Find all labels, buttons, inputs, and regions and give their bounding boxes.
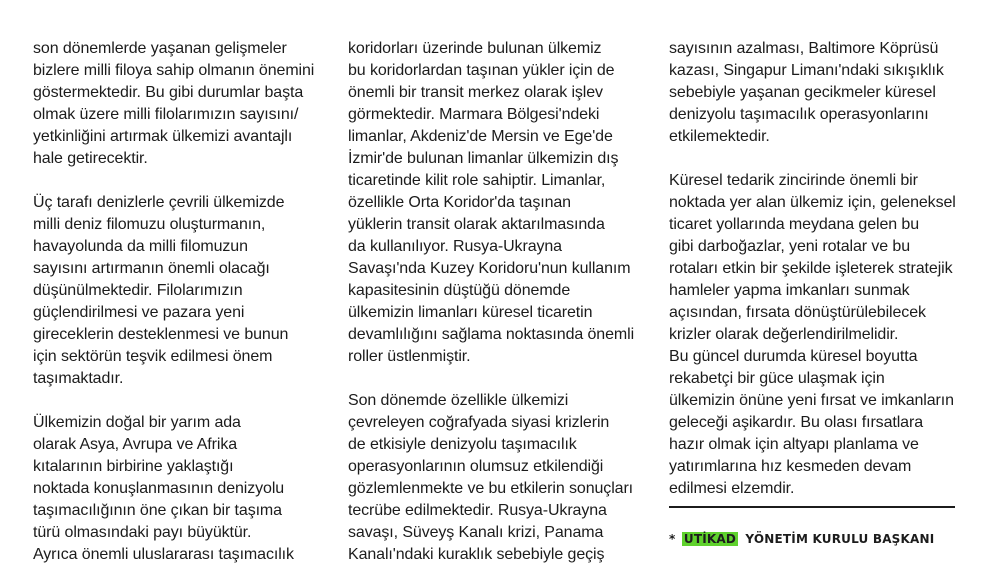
text-line: devamlılığını sağlama noktasında önemli [348, 326, 635, 343]
text-line: ülkemizin önüne yeni fırsat ve imkanların [669, 392, 954, 409]
article-column-3 [669, 38, 961, 522]
text-line: Ayrıca önemli uluslararası taşımacılık [33, 546, 294, 563]
text-line: önemli bir transit merkez olarak işlev [348, 84, 603, 101]
text-line: Savaşı'nda Kuzey Koridoru'nun kullanım [348, 260, 631, 277]
text-line: rekabetçi bir güce ulaşmak için [669, 370, 885, 387]
text-line: limanlar, Akdeniz'de Mersin ve Ege'de [348, 128, 613, 145]
paragraph [669, 170, 961, 346]
text-line: bu koridorlardan taşınan yükler için de [348, 62, 615, 79]
text-line: roller üstlenmiştir. [348, 348, 471, 365]
text-line: kazası, Singapur Limanı'ndaki sıkışıklık [669, 62, 944, 79]
paragraph [33, 412, 328, 566]
author-title: YÖNETİM KURULU BAŞKANI [745, 532, 935, 546]
footnote-divider [669, 506, 955, 508]
text-line: denizyolu taşımacılık operasyonlarını [669, 106, 929, 123]
text-line: operasyonlarının olumsuz etkilendiği [348, 458, 604, 475]
text-line: geleceği aşikardır. Bu olası fırsatlara [669, 414, 924, 431]
text-line: Son dönemde özellikle ülkemizi [348, 392, 569, 409]
text-line: ülkemizin limanları küresel ticaretin [348, 304, 593, 321]
article-column-1 [33, 38, 328, 588]
text-line: krizler olarak değerlendirilmelidir. [669, 326, 899, 343]
text-line: bizlere milli filoya sahip olmanın önemini [33, 62, 315, 79]
text-line: yetkinliğini artırmak ülkemizi avantajlı [33, 128, 293, 145]
text-line: havayolunda da milli filomuzun [33, 238, 248, 255]
article-column-2 [348, 38, 640, 588]
text-line: sayısının azalması, Baltimore Köprüsü [669, 40, 939, 57]
text-line: sayısını artırmanın önemli olacağı [33, 260, 270, 277]
text-line: görmektedir. Marmara Bölgesi'ndeki [348, 106, 600, 123]
text-line: Bu güncel durumda küresel boyutta [669, 348, 918, 365]
text-line: yatırımlarına hız kesmeden devam [669, 458, 912, 475]
text-line: savaşı, Süveyş Kanalı krizi, Panama [348, 524, 604, 541]
text-line: göstermektedir. Bu gibi durumlar başta [33, 84, 304, 101]
text-line: da kullanılıyor. Rusya-Ukrayna [348, 238, 562, 255]
text-line: olarak Asya, Avrupa ve Afrika [33, 436, 238, 453]
text-line: özellikle Orta Koridor'da taşınan [348, 194, 571, 211]
text-line: hamleler yapma imkanları sunmak [669, 282, 910, 299]
text-line: Ülkemizin doğal bir yarım ada [33, 414, 241, 431]
organization-name: UTİKAD [683, 532, 737, 546]
paragraph [669, 38, 961, 148]
text-line: ticaretinde kilit role sahiptir. Limanlar, [348, 172, 606, 189]
paragraph [348, 390, 640, 566]
text-line: için sektörün teşvik edilmesi önem [33, 348, 273, 365]
text-line: rotaları etkin bir şekilde işleterek stratejik [669, 260, 953, 277]
text-line: türü olmasındaki payı büyüktür. [33, 524, 252, 541]
paragraph [348, 38, 640, 368]
text-line: Kanalı'ndaki kuraklık sebebiyle geçiş [348, 546, 605, 563]
text-line: açısından, fırsata dönüştürülebilecek [669, 304, 926, 321]
text-line: gözlemlenmekte ve bu etkilerin sonuçları [348, 480, 634, 497]
text-line: gireceklerin desteklenmesi ve bunun [33, 326, 289, 343]
text-line: yüklerin transit olarak aktarılmasında [348, 216, 605, 233]
text-line: noktada konuşlanmasının denizyolu [33, 480, 285, 497]
text-line: taşımaktadır. [33, 370, 124, 387]
text-line: kıtalarının birbirine yaklaştığı [33, 458, 234, 475]
text-line: olmak üzere milli filolarımızın sayısını/ [33, 106, 299, 123]
author-signature [669, 531, 934, 547]
text-line: edilmesi elzemdir. [669, 480, 795, 497]
text-line: hazır olmak için altyapı planlama ve [669, 436, 919, 453]
paragraph [669, 346, 961, 500]
text-line: çevreleyen coğrafyada siyasi krizlerin [348, 414, 610, 431]
footnote-marker: * [669, 532, 676, 546]
text-line: hale getirecektir. [33, 150, 148, 167]
text-line: güçlendirilmesi ve pazara yeni [33, 304, 245, 321]
text-line: ticaret yollarında meydana gelen bu [669, 216, 919, 233]
text-line: son dönemlerde yaşanan gelişmeler [33, 40, 287, 57]
text-line: milli deniz filomuzu oluşturmanın, [33, 216, 266, 233]
text-line: sebebiyle yaşanan gecikmeler küresel [669, 84, 936, 101]
text-line: noktada yer alan ülkemiz için, geleneksel [669, 194, 956, 211]
text-line: Küresel tedarik zincirinde önemli bir [669, 172, 918, 189]
text-line: etkilemektedir. [669, 128, 770, 145]
text-line: koridorları üzerinde bulunan ülkemiz [348, 40, 602, 57]
text-line: taşımacılığının öne çıkan bir taşıma [33, 502, 282, 519]
text-line: tecrübe edilmektedir. Rusya-Ukrayna [348, 502, 607, 519]
text-line: Üç tarafı denizlerle çevrili ülkemizde [33, 194, 285, 211]
text-line: kapasitesinin düştüğü dönemde [348, 282, 571, 299]
text-line: de etkisiyle denizyolu taşımacılık [348, 436, 577, 453]
text-line: gibi darboğazlar, yeni rotalar ve bu [669, 238, 910, 255]
text-line: İzmir'de bulunan limanlar ülkemizin dış [348, 150, 619, 167]
paragraph [33, 38, 328, 170]
paragraph [33, 192, 328, 390]
text-line: düşünülmektedir. Filolarımızın [33, 282, 243, 299]
